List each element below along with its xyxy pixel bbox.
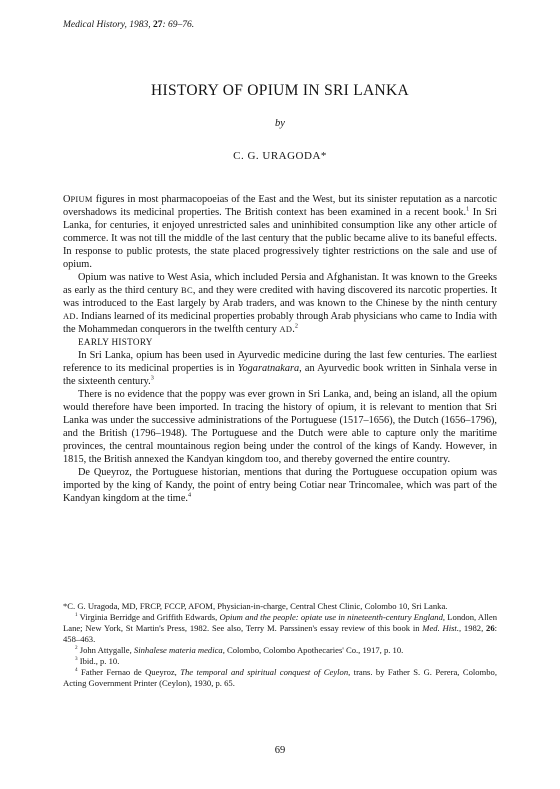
journal-volume: 27 <box>152 20 163 30</box>
paragraph-text: figures in most pharmacopoeias of the East and the West, but its sinister reputation as a narcotic overshadows its medicinal properties. The British context has been examined in a recent book. <box>63 194 497 218</box>
footnote-3 <box>63 656 497 667</box>
journal-name: Medical History <box>63 20 125 30</box>
cited-title: The temporal and spiritual conquest of Ceylon <box>180 667 349 677</box>
footnote-4 <box>63 667 497 689</box>
journal-pages: : 69–76. <box>162 20 195 30</box>
footnote-text: : 458–463. <box>63 623 497 644</box>
paragraph-3 <box>63 349 497 388</box>
paragraph-text: In Sri Lanka, for centuries, it enjoyed unrestricted sales and uninhibited consumption like any other article of commerce. It was not till the middle of the last century that the public became alive to its baneful effects. In response to public protests, the state placed progressively tighter restrictions on the sale and use of opium. <box>63 207 497 270</box>
footnote-text: , 1982, <box>458 623 487 633</box>
journal-reference <box>63 20 194 30</box>
cited-journal: Med. Hist. <box>422 623 459 633</box>
footnote-text: , trans. by Father S. G. Perera, Colombo, Acting Government Printer (Ceylon), 1930, p. 65. <box>63 667 497 688</box>
paragraph-text: . Indians learned of its medicinal properties probably through Arab physicians who came to India with the Mohammedan conquerors in the twelfth century <box>63 311 497 335</box>
footnote-ref: 3 <box>150 374 154 382</box>
paragraph-4: There is no evidence that the poppy was ever grown in Sri Lanka, and, being an island, all the opium would therefore have been imported. In tracing the history of opium, it is relevant to mention that Sri Lanka was under the successive administrations of the Portuguese (1517–1656), the Dutch (1656–1796), and the British (1796–1948). The Portuguese and the Dutch were able to capture only the maritime provinces, the central mountainous region being under the control of the kings of Kandy. However, in 1815, the British annexed the Kandyan kingdom too, and thereby governed the entire country. <box>63 389 497 465</box>
footnote-text: Virginia Berridge and Griffith Edwards, <box>77 612 220 622</box>
footnotes <box>63 601 497 689</box>
small-caps-lead: PIUM <box>70 194 93 204</box>
era-abbrev: BC <box>181 285 193 295</box>
section-heading: EARLY HISTORY <box>78 337 153 347</box>
paragraph-text: De Queyroz, the Portuguese historian, mentions that during the Portuguese occupation opium was imported by the king of Kandy, the point of entry being Cotiar near Trincomalee, which was part of the Kandyan kingdom at the time. <box>63 467 497 504</box>
page-number: 69 <box>274 745 286 756</box>
byline: by <box>275 118 285 129</box>
footnote-1 <box>63 612 497 645</box>
paragraph-text: , an Ayurvedic book written in Sinhala verse in the sixteenth century. <box>63 363 497 387</box>
era-abbrev: AD <box>279 324 293 334</box>
cited-title: Opium and the people: opiate use in nineteenth-century England <box>219 612 443 622</box>
footnote-text: Father Fernao de Queyroz, <box>77 667 181 677</box>
footnote-text: Ibid., p. 10. <box>77 656 120 666</box>
footnote-ref: 4 <box>187 491 192 499</box>
author-footnote-mark: * <box>320 150 327 162</box>
author-affiliation-note: *C. G. Uragoda, MD, FRCP, FCCP, AFOM, Physician-in-charge, Central Chest Clinic, Colombo 10, Sri Lanka. <box>63 601 448 611</box>
footnote-ref: 1 <box>466 205 470 213</box>
paragraph-1 <box>63 193 497 271</box>
author-name <box>63 150 497 162</box>
paragraph-2 <box>63 271 497 336</box>
footnote-text: John Attygalle, <box>77 645 134 655</box>
footnote-2 <box>63 645 497 656</box>
cited-title: Sinhalese materia medica <box>133 645 223 655</box>
drop-lead: O <box>63 194 71 205</box>
footnote-number: 4 <box>75 667 78 674</box>
article-body <box>63 193 497 505</box>
paragraph-5 <box>63 466 497 505</box>
author-text: C. G. URAGODA <box>233 150 321 162</box>
footnote-number: 2 <box>75 645 78 652</box>
journal-year: , 1983, <box>124 20 153 30</box>
paragraph-text: Opium was native to West Asia, which included Persia and Afghanistan. It was known to the Greeks as early as the third century <box>63 272 497 296</box>
footnote-text: , London, Allen Lane; New York, St Martin's Press, 1982. See also, Terry M. Parssinen's essay review of this book in <box>63 612 497 633</box>
era-abbrev: AD <box>63 311 76 321</box>
footnote-number: 1 <box>75 612 78 619</box>
footnote-number: 3 <box>75 656 78 663</box>
cited-volume: 26 <box>486 623 495 633</box>
paragraph-text: In Sri Lanka, opium has been used in Ayurvedic medicine during the last few centuries. The earliest reference to its medicinal properties is in <box>63 350 497 374</box>
footnote-ref: 2 <box>294 322 298 330</box>
article-title: HISTORY OF OPIUM IN SRI LANKA <box>150 82 410 99</box>
paragraph-text: , and they were credited with having discovered its narcotic properties. It was introduced to the East largely by Arab traders, and was known to the Chinese by the ninth century <box>63 285 497 309</box>
footnote-text: , Colombo, Colombo Apothecaries' Co., 1917, p. 10. <box>222 645 404 655</box>
paragraph-text: . <box>292 324 295 335</box>
book-title: Yogaratnakara <box>237 363 300 374</box>
